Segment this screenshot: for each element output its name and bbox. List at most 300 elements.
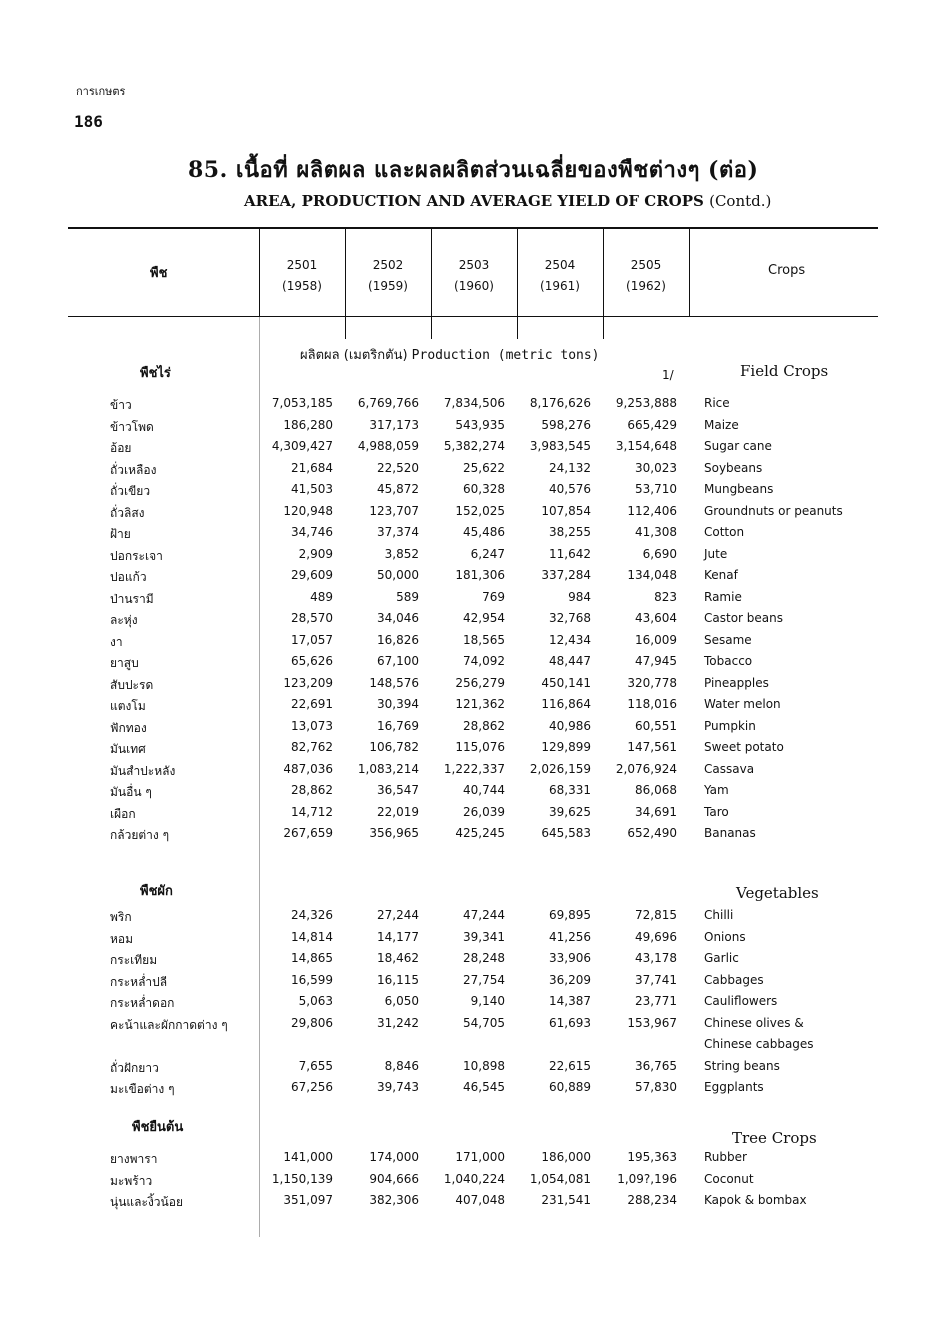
production-value: 1,083,214	[357, 761, 419, 776]
title-contd: (Contd.)	[709, 192, 772, 210]
crop-name-thai: สับปะรด	[110, 677, 154, 692]
production-value: 181,306	[455, 568, 505, 582]
section-heading-english: Field Crops	[740, 362, 829, 380]
crop-name-english: Chilli	[704, 908, 734, 922]
year-be: 2503	[458, 258, 490, 272]
column-divider	[689, 229, 690, 316]
column-tick	[431, 317, 432, 339]
production-value: 28,862	[291, 783, 333, 797]
production-value: 41,256	[549, 929, 591, 944]
table-row	[0, 611, 941, 631]
year-header-1959	[351, 255, 425, 297]
table-row	[0, 826, 941, 846]
crop-name-english: Pumpkin	[704, 718, 756, 733]
production-value: 43,178	[635, 951, 677, 965]
table-row	[0, 418, 941, 438]
production-value: 67,256	[291, 1080, 333, 1094]
crop-name-english: Pineapples	[704, 675, 769, 690]
production-value: 47,244	[463, 908, 505, 922]
crop-name-thai: กระเทียม	[110, 953, 158, 967]
production-value: 39,341	[463, 929, 505, 944]
table-row	[0, 525, 941, 545]
crop-name-thai: มะเขือต่าง ๆ	[110, 1082, 175, 1096]
crop-name-english: Castor beans	[704, 611, 783, 625]
production-value: 123,707	[369, 503, 419, 518]
section-heading-thai: พืชไร่	[140, 366, 171, 381]
table-row	[0, 908, 941, 928]
production-value: 22,615	[549, 1058, 591, 1073]
production-value: 22,520	[377, 460, 419, 475]
table-row	[0, 504, 941, 524]
table-row	[0, 633, 941, 653]
crop-name-english: String beans	[704, 1058, 780, 1073]
production-value: 984	[568, 589, 591, 604]
column-divider	[345, 229, 346, 316]
production-value: 40,576	[549, 482, 591, 496]
production-value: 11,642	[549, 546, 591, 561]
production-value: 82,762	[291, 740, 333, 754]
production-value: 57,830	[635, 1080, 677, 1094]
production-value: 121,362	[455, 697, 505, 711]
production-value: 8,846	[384, 1058, 419, 1073]
production-value: 1,150,139	[271, 1171, 333, 1186]
crop-name-thai: ข้าวโพด	[110, 419, 154, 434]
table-row	[0, 1059, 941, 1079]
production-value: 12,434	[549, 632, 591, 647]
crop-name-thai: มันเทศ	[110, 742, 146, 756]
production-value: 256,279	[455, 675, 505, 690]
production-value: 17,057	[291, 632, 333, 647]
year-header-1962	[609, 255, 683, 297]
crop-name-english: Coconut	[704, 1171, 754, 1186]
year-be: 2502	[372, 258, 404, 272]
crop-name-english: Kapok & bombax	[704, 1193, 807, 1207]
production-value: 2,026,159	[529, 761, 591, 776]
crop-name-thai: มันสำปะหลัง	[110, 763, 176, 778]
production-value: 6,690	[642, 546, 677, 561]
production-value: 487,036	[283, 761, 333, 776]
production-value: 43,604	[635, 611, 677, 625]
crop-name-english: Cabbages	[704, 972, 764, 987]
table-header-rule	[68, 316, 878, 317]
production-value: 54,705	[463, 1015, 505, 1030]
crop-name-english: Rubber	[704, 1150, 747, 1164]
production-value: 14,814	[291, 929, 333, 944]
production-value: 1,09?,196	[617, 1171, 677, 1186]
crop-name-thai: หอม	[110, 931, 134, 946]
production-value: 21,684	[291, 460, 333, 475]
crop-name-english: Sweet potato	[704, 740, 784, 754]
crop-thai-header: พืช	[150, 266, 168, 281]
production-value: 18,462	[377, 951, 419, 965]
production-value: 48,447	[549, 654, 591, 668]
crop-name-english: Ramie	[704, 589, 742, 604]
production-value: 39,625	[549, 804, 591, 819]
production-value: 153,967	[627, 1015, 677, 1030]
year-be: 2504	[544, 258, 576, 272]
production-value: 4,309,427	[271, 439, 333, 453]
crop-name-english: Eggplants	[704, 1080, 764, 1094]
production-value: 5,382,274	[443, 439, 505, 453]
table-row	[0, 1150, 941, 1170]
crop-name-thai: ยาสูบ	[110, 656, 139, 670]
table-row	[0, 590, 941, 610]
crop-english-header: Crops	[768, 263, 806, 278]
crop-name-thai: กระหล่ำดอก	[110, 996, 175, 1010]
production-value: 24,326	[291, 908, 333, 922]
production-value: 22,019	[377, 804, 419, 819]
crop-name-thai: ฟักทอง	[110, 720, 147, 735]
crop-name-english: Cauliflowers	[704, 994, 778, 1008]
year-header-1958	[265, 255, 339, 297]
production-value: 382,306	[369, 1193, 419, 1207]
crop-name-english: Onions	[704, 929, 746, 944]
crop-name-thai: ป่านรามี	[110, 591, 154, 606]
production-value: 65,626	[291, 654, 333, 668]
production-value: 2,909	[298, 546, 333, 561]
production-value: 665,429	[627, 417, 677, 432]
production-value: 25,622	[463, 460, 505, 475]
production-value: 28,570	[291, 611, 333, 625]
section-heading-thai: พืชยืนต้น	[132, 1120, 184, 1135]
production-value: 5,063	[298, 994, 333, 1008]
production-value: 107,854	[541, 503, 591, 518]
production-value: 18,565	[463, 632, 505, 647]
production-value: 40,744	[463, 783, 505, 797]
year-header-1961	[523, 255, 597, 297]
production-value: 22,691	[291, 697, 333, 711]
table-row	[0, 697, 941, 717]
crop-name-thai: คะน้าและผักกาดต่าง ๆ	[110, 1017, 228, 1032]
production-value: 147,561	[627, 740, 677, 754]
production-value: 3,154,648	[615, 439, 677, 453]
crop-name-thai: ถั่วเขียว	[110, 484, 151, 498]
production-value: 16,769	[377, 718, 419, 733]
production-value: 72,815	[635, 908, 677, 922]
production-value: 106,782	[369, 740, 419, 754]
production-value: 16,826	[377, 632, 419, 647]
column-divider	[431, 229, 432, 316]
crop-name-english: Soybeans	[704, 460, 763, 475]
section-heading-thai: พืชผัก	[140, 884, 173, 899]
production-value: 8,176,626	[529, 396, 591, 410]
production-value: 33,906	[549, 951, 591, 965]
production-value: 49,696	[635, 929, 677, 944]
production-value: 32,768	[549, 611, 591, 625]
unit-thai: ผลิตผล (เมตริกตัน)	[300, 348, 408, 363]
production-value: 86,068	[635, 783, 677, 797]
production-value: 14,177	[377, 929, 419, 944]
production-value: 28,862	[463, 718, 505, 733]
production-value: 543,935	[455, 417, 505, 432]
production-value: 129,899	[541, 740, 591, 754]
table-title-english	[244, 192, 771, 210]
production-value: 34,746	[291, 525, 333, 539]
production-value: 61,693	[549, 1015, 591, 1030]
production-value: 23,771	[635, 994, 677, 1008]
year-be: 2501	[286, 258, 318, 272]
production-value: 118,016	[627, 697, 677, 711]
production-value: 598,276	[541, 417, 591, 432]
table-row	[0, 1015, 941, 1051]
crop-name-thai: ฝ้าย	[110, 527, 131, 541]
production-value: 53,710	[635, 482, 677, 496]
production-value: 46,545	[463, 1080, 505, 1094]
crop-name-thai: มันอื่น ๆ	[110, 785, 152, 799]
crop-name-thai: อ้อย	[110, 441, 132, 455]
production-value: 7,655	[298, 1058, 333, 1073]
production-value: 7,834,506	[443, 396, 505, 410]
production-value: 112,406	[627, 503, 677, 518]
production-value: 320,778	[627, 675, 677, 690]
production-value: 152,025	[455, 503, 505, 518]
table-row	[0, 930, 941, 950]
table-row	[0, 1172, 941, 1192]
production-value: 6,769,766	[357, 396, 419, 410]
production-value: 645,583	[541, 826, 591, 840]
production-value: 34,691	[635, 804, 677, 819]
title-english-main: AREA, PRODUCTION AND AVERAGE YIELD OF CROPS	[244, 192, 704, 210]
crop-name-thai: ละหุ่ง	[110, 613, 138, 627]
production-value: 14,712	[291, 804, 333, 819]
production-value: 9,140	[470, 994, 505, 1008]
crop-name-thai: นุ่นและงิ้วน้อย	[110, 1195, 183, 1209]
unit-caption	[300, 344, 600, 365]
column-tick	[345, 317, 346, 339]
table-row	[0, 783, 941, 803]
production-value: 769	[482, 589, 505, 604]
table-row	[0, 973, 941, 993]
crop-name-english: Jute	[704, 546, 728, 561]
production-value: 489	[310, 589, 333, 604]
table-title-thai: 85. เนื้อที่ ผลิตผล และผลผลิตส่วนเฉลี่ยของพืชต่างๆ (ต่อ)	[188, 157, 759, 183]
column-divider	[259, 229, 260, 316]
production-value: 186,280	[283, 417, 333, 432]
production-value: 39,743	[377, 1080, 419, 1094]
year-header-1960	[437, 255, 511, 297]
production-value: 904,666	[369, 1171, 419, 1186]
crop-name-thai: งา	[110, 634, 123, 649]
production-value: 589	[396, 589, 419, 604]
production-value: 174,000	[369, 1150, 419, 1164]
crop-name-english: Rice	[704, 396, 730, 410]
production-value: 45,872	[377, 482, 419, 496]
production-value: 30,394	[377, 697, 419, 711]
production-value: 116,864	[541, 697, 591, 711]
production-value: 16,009	[635, 632, 677, 647]
production-value: 6,247	[470, 546, 505, 561]
production-value: 425,245	[455, 826, 505, 840]
production-value: 28,248	[463, 951, 505, 965]
table-row	[0, 994, 941, 1014]
crop-name-english: Bananas	[704, 826, 756, 840]
crop-name-english: Kenaf	[704, 568, 738, 582]
production-value: 317,173	[369, 417, 419, 432]
production-value: 68,331	[549, 783, 591, 797]
crop-name-thai: ยางพารา	[110, 1152, 158, 1166]
table-row	[0, 1080, 941, 1100]
crop-name-thai: ข้าว	[110, 398, 132, 412]
crop-name-english: Water melon	[704, 697, 781, 711]
production-value: 34,046	[377, 611, 419, 625]
production-value: 60,328	[463, 482, 505, 496]
production-value: 288,234	[627, 1193, 677, 1207]
production-value: 24,132	[549, 460, 591, 475]
production-value: 337,284	[541, 568, 591, 582]
crop-name-english: Sugar cane	[704, 439, 772, 453]
crop-name-english: Cassava	[704, 761, 755, 776]
production-value: 120,948	[283, 503, 333, 518]
crop-name-thai: กล้วยต่าง ๆ	[110, 828, 170, 842]
production-value: 1,222,337	[443, 761, 505, 776]
production-value: 16,599	[291, 972, 333, 987]
production-value: 69,895	[549, 908, 591, 922]
production-value: 3,983,545	[529, 439, 591, 453]
table-row	[0, 762, 941, 782]
production-value: 40,986	[549, 718, 591, 733]
table-row	[0, 568, 941, 588]
year-ce: (1959)	[368, 279, 408, 293]
production-value: 351,097	[283, 1193, 333, 1207]
production-value: 45,486	[463, 525, 505, 539]
production-value: 74,092	[463, 654, 505, 668]
production-value: 29,609	[291, 568, 333, 582]
year-ce: (1962)	[626, 279, 666, 293]
crop-name-thai: ปอแก้ว	[110, 570, 147, 584]
table-row	[0, 439, 941, 459]
column-divider	[603, 229, 604, 316]
production-value: 47,945	[635, 654, 677, 668]
production-value: 36,547	[377, 783, 419, 797]
production-value: 195,363	[627, 1150, 677, 1164]
column-tick	[517, 317, 518, 339]
crop-name-english: Garlic	[704, 951, 739, 965]
production-value: 231,541	[541, 1193, 591, 1207]
production-value: 42,954	[463, 611, 505, 625]
production-value: 1,040,224	[443, 1171, 505, 1186]
table-row	[0, 461, 941, 481]
table-row	[0, 547, 941, 567]
production-value: 41,308	[635, 525, 677, 539]
column-tick	[603, 317, 604, 339]
production-value: 148,576	[369, 675, 419, 690]
production-value: 26,039	[463, 804, 505, 819]
production-value: 267,659	[283, 826, 333, 840]
production-value: 36,765	[635, 1058, 677, 1073]
year-be: 2505	[630, 258, 662, 272]
production-value: 123,209	[283, 675, 333, 690]
crop-name-english: Chinese olives &	[704, 1015, 804, 1030]
table-row	[0, 805, 941, 825]
table-row	[0, 719, 941, 739]
table-row	[0, 1193, 941, 1213]
table-row	[0, 676, 941, 696]
production-value: 50,000	[377, 568, 419, 582]
year-ce: (1961)	[540, 279, 580, 293]
production-value: 9,253,888	[615, 396, 677, 410]
crop-name-thai: ถั่วฝักยาว	[110, 1060, 159, 1075]
production-value: 37,374	[377, 525, 419, 539]
production-value: 407,048	[455, 1193, 505, 1207]
production-value: 134,048	[627, 568, 677, 582]
production-value: 115,076	[455, 740, 505, 754]
crop-name-english: Tobacco	[704, 654, 753, 668]
table-row	[0, 482, 941, 502]
production-value: 186,000	[541, 1150, 591, 1164]
production-value: 16,115	[377, 972, 419, 987]
production-value: 38,255	[549, 525, 591, 539]
footnote-mark: 1/	[662, 368, 674, 382]
crop-name-english: Sesame	[704, 632, 752, 647]
production-value: 652,490	[627, 826, 677, 840]
production-value: 7,053,185	[271, 396, 333, 410]
table-row	[0, 951, 941, 971]
production-value: 30,023	[635, 460, 677, 475]
crop-name-thai: พริก	[110, 910, 132, 924]
section-heading-english: Vegetables	[736, 884, 819, 902]
crop-name-thai: เผือก	[110, 806, 136, 821]
production-value: 37,741	[635, 972, 677, 987]
production-value: 27,244	[377, 908, 419, 922]
production-value: 2,076,924	[615, 761, 677, 776]
crop-name-english-cont: Chinese cabbages	[704, 1036, 814, 1051]
production-value: 1,054,081	[529, 1171, 591, 1186]
production-value: 14,865	[291, 951, 333, 965]
crop-name-english: Yam	[704, 783, 729, 797]
production-value: 13,073	[291, 718, 333, 733]
crop-name-english: Maize	[704, 417, 739, 432]
production-value: 36,209	[549, 972, 591, 987]
table-row	[0, 654, 941, 674]
crop-name-thai: ถั่วเหลือง	[110, 462, 157, 477]
table-row	[0, 740, 941, 760]
production-value: 171,000	[455, 1150, 505, 1164]
production-value: 823	[654, 589, 677, 604]
page-number: 186	[74, 112, 103, 131]
production-value: 3,852	[384, 546, 419, 561]
column-divider	[517, 229, 518, 316]
crop-name-english: Cotton	[704, 525, 745, 539]
production-value: 31,242	[377, 1015, 419, 1030]
production-value: 29,806	[291, 1015, 333, 1030]
year-ce: (1958)	[282, 279, 322, 293]
production-value: 10,898	[463, 1058, 505, 1073]
crop-name-thai: ถั่วลิสง	[110, 505, 145, 520]
production-value: 14,387	[549, 994, 591, 1008]
table-row	[0, 396, 941, 416]
production-value: 60,551	[635, 718, 677, 733]
crop-name-thai: มะพร้าว	[110, 1173, 153, 1188]
crop-name-thai: ปอกระเจา	[110, 548, 163, 563]
year-ce: (1960)	[454, 279, 494, 293]
section-heading-english: Tree Crops	[732, 1129, 817, 1147]
production-value: 141,000	[283, 1150, 333, 1164]
running-title: การเกษตร	[76, 85, 126, 98]
crop-name-thai: แตงโม	[110, 699, 146, 713]
production-value: 6,050	[384, 994, 419, 1008]
unit-english: Production (metric tons)	[411, 348, 600, 363]
production-value: 450,141	[541, 675, 591, 690]
crop-name-english: Mungbeans	[704, 482, 774, 496]
crop-name-thai: กระหล่ำปลี	[110, 974, 168, 989]
crop-name-english: Taro	[704, 804, 729, 819]
production-value: 4,988,059	[357, 439, 419, 453]
table-top-rule	[68, 227, 878, 229]
production-value: 356,965	[369, 826, 419, 840]
production-value: 60,889	[549, 1080, 591, 1094]
production-value: 67,100	[377, 654, 419, 668]
production-value: 41,503	[291, 482, 333, 496]
